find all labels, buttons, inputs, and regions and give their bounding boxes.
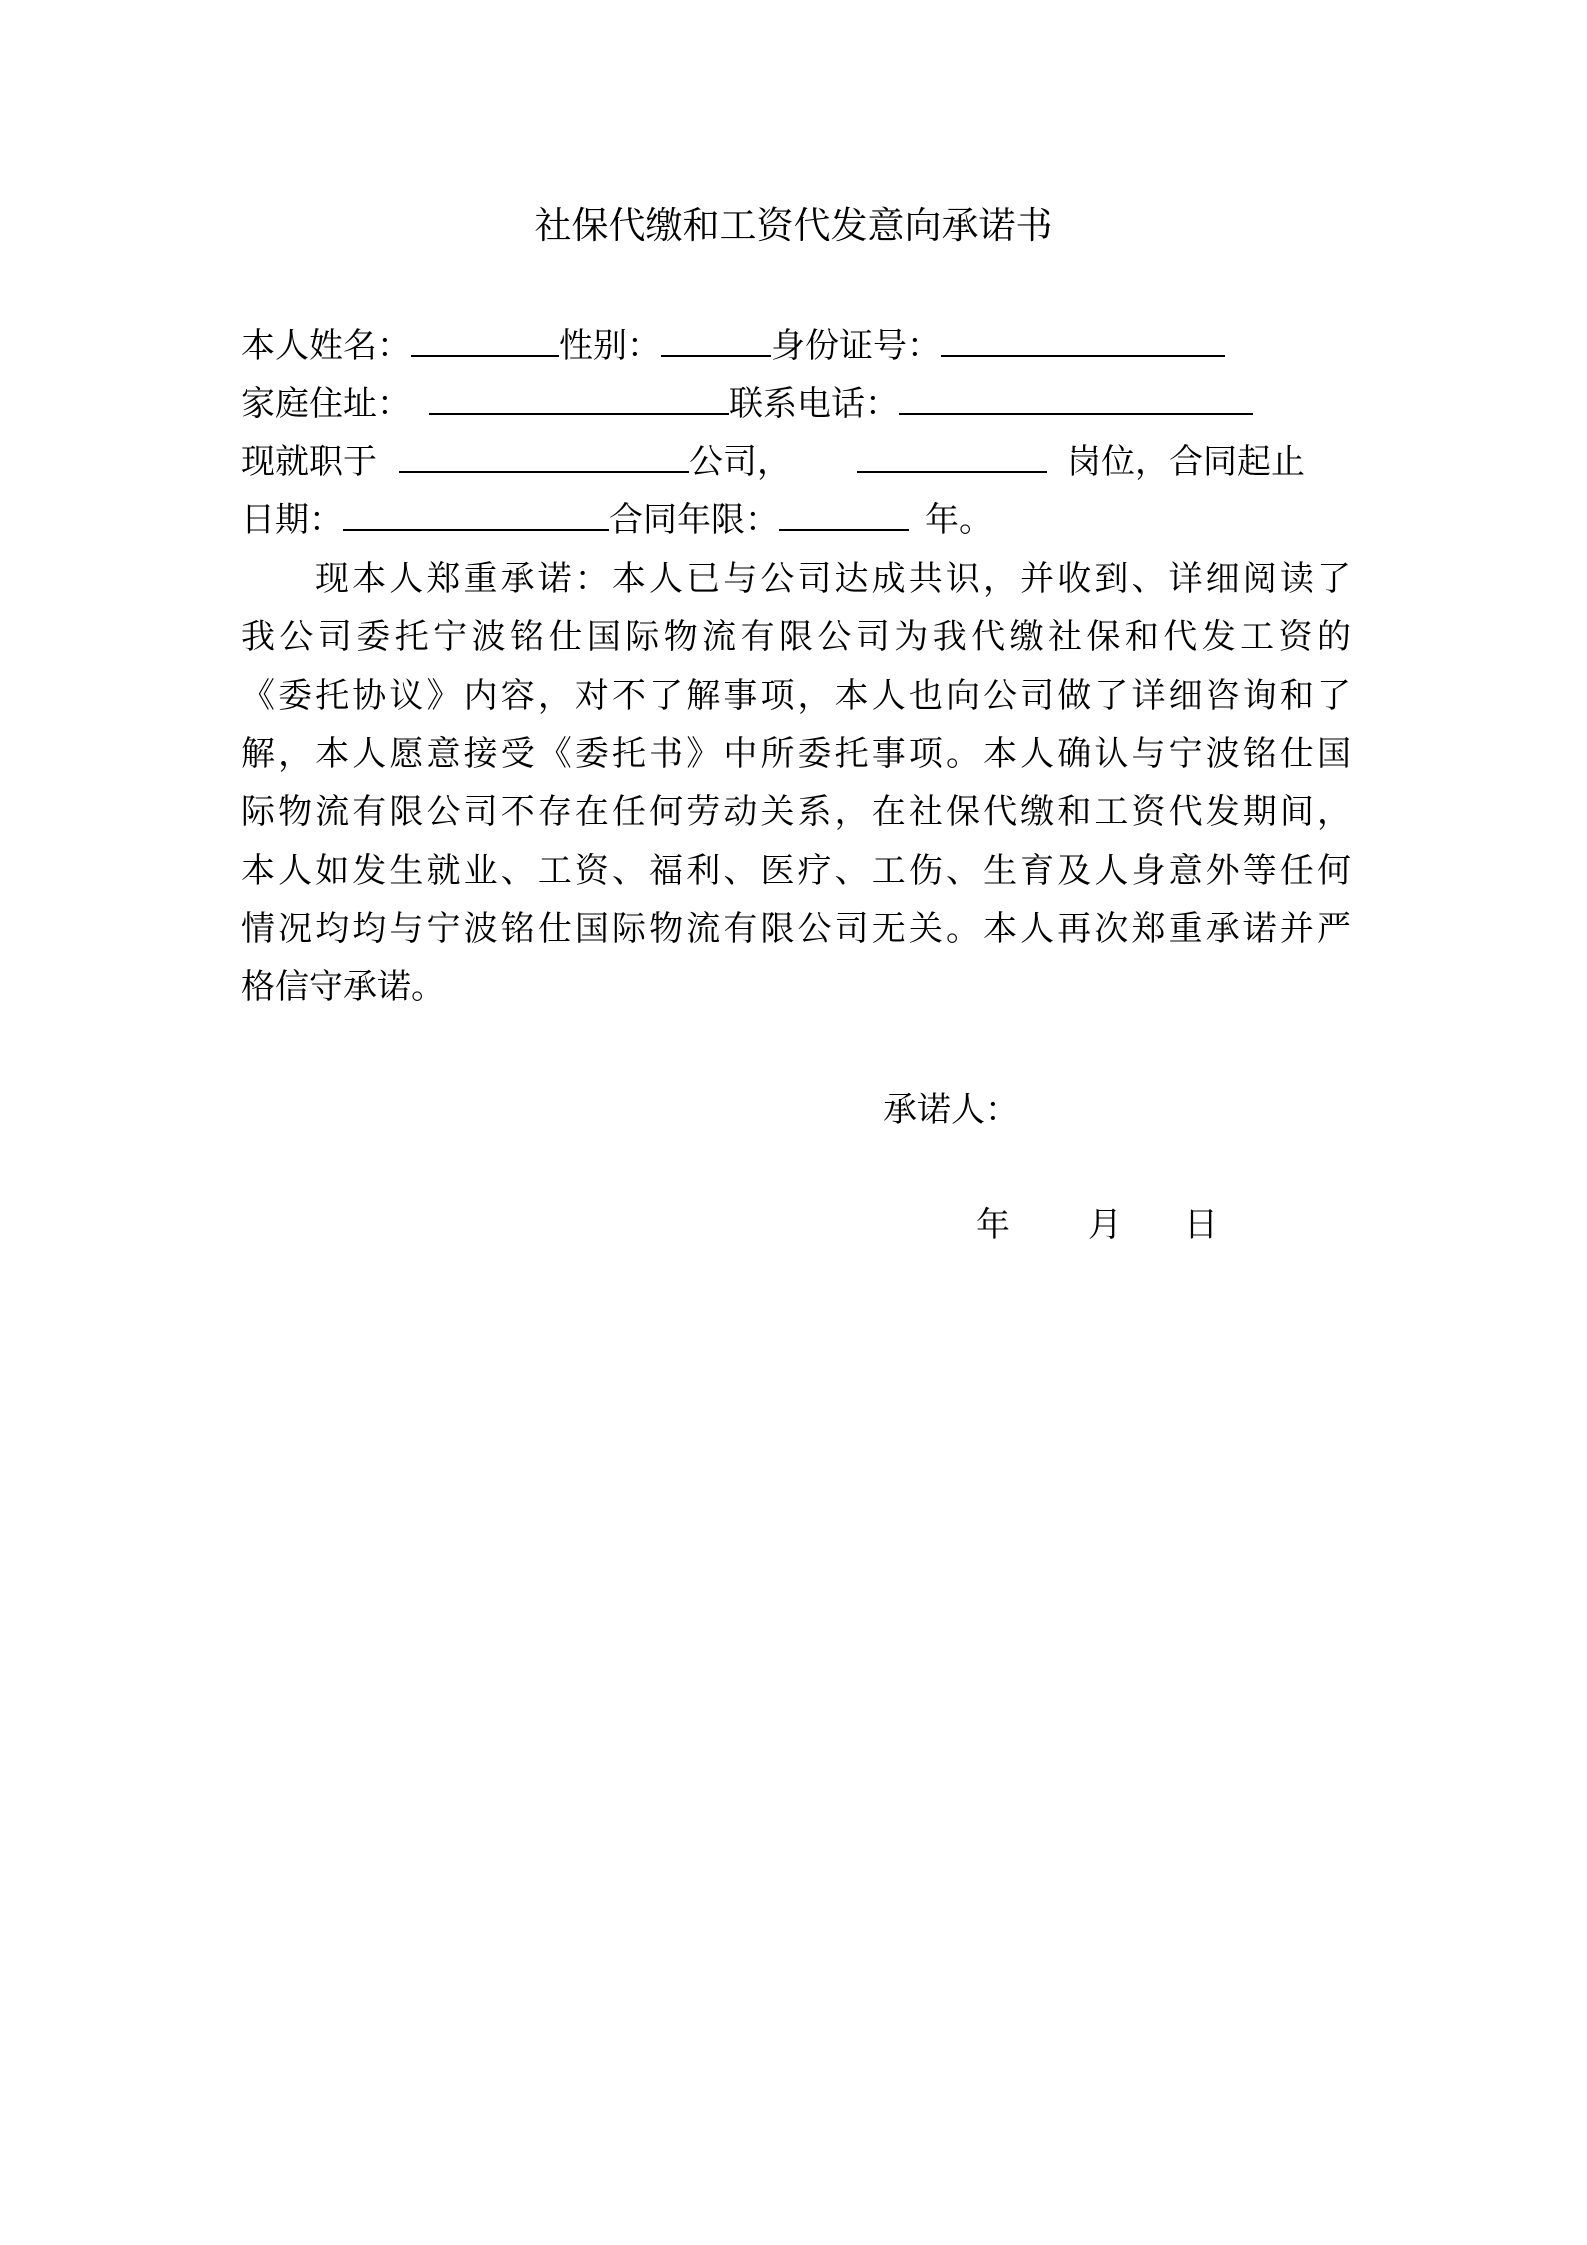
term-label: 合同年限： xyxy=(609,500,779,540)
contract-term-blank[interactable] xyxy=(779,499,909,531)
sign-year: 年 xyxy=(976,1205,1010,1245)
contract-date-blank[interactable] xyxy=(343,499,609,531)
form-row-contact xyxy=(241,380,1253,428)
phone-blank[interactable] xyxy=(899,383,1253,415)
name-label: 本人姓名： xyxy=(241,326,411,366)
year-suffix: 年。 xyxy=(925,500,993,540)
form-row-contract xyxy=(241,496,993,544)
address-label: 家庭住址： xyxy=(241,384,411,424)
form-row-identity xyxy=(241,322,1225,370)
gender-blank[interactable] xyxy=(661,325,771,357)
document-title: 社保代缴和工资代发意向承诺书 xyxy=(534,204,1053,247)
body-line: 解，本人愿意接受《委托书》中所委托事项。本人确认与宁波铭仕国 xyxy=(241,734,1351,774)
body-line: 本人如发生就业、工资、福利、医疗、工伤、生育及人身意外等任何 xyxy=(241,851,1351,891)
sign-month: 月 xyxy=(1088,1205,1122,1245)
body-line: 我公司委托宁波铭仕国际物流有限公司为我代缴社保和代发工资的 xyxy=(241,617,1351,657)
body-line: 情况均均与宁波铭仕国际物流有限公司无关。本人再次郑重承诺并严 xyxy=(241,909,1351,949)
address-blank[interactable] xyxy=(429,383,729,415)
gender-label: 性别： xyxy=(559,326,661,366)
body-line: 际物流有限公司不存在任何劳动关系，在社保代缴和工资代发期间， xyxy=(241,792,1351,832)
id-number-blank[interactable] xyxy=(941,325,1225,357)
position-label: 岗位，合同起止 xyxy=(1067,442,1305,482)
body-line: 《委托协议》内容，对不了解事项，本人也向公司做了详细咨询和了 xyxy=(241,676,1351,716)
body-line: 现本人郑重承诺：本人已与公司达成共识，并收到、详细阅读了 xyxy=(315,559,1351,599)
company-blank[interactable] xyxy=(399,441,689,473)
form-row-employment xyxy=(241,438,1305,486)
position-blank[interactable] xyxy=(857,441,1047,473)
company-suffix: 公司， xyxy=(689,442,791,482)
name-blank[interactable] xyxy=(411,325,559,357)
employed-label: 现就职于 xyxy=(241,442,377,482)
phone-label: 联系电话： xyxy=(729,384,899,424)
promisor-label: 承诺人： xyxy=(883,1090,1019,1130)
date-label: 日期： xyxy=(241,500,343,540)
id-label: 身份证号： xyxy=(771,326,941,366)
body-line: 格信守承诺。 xyxy=(241,967,445,1007)
sign-day: 日 xyxy=(1184,1205,1218,1245)
